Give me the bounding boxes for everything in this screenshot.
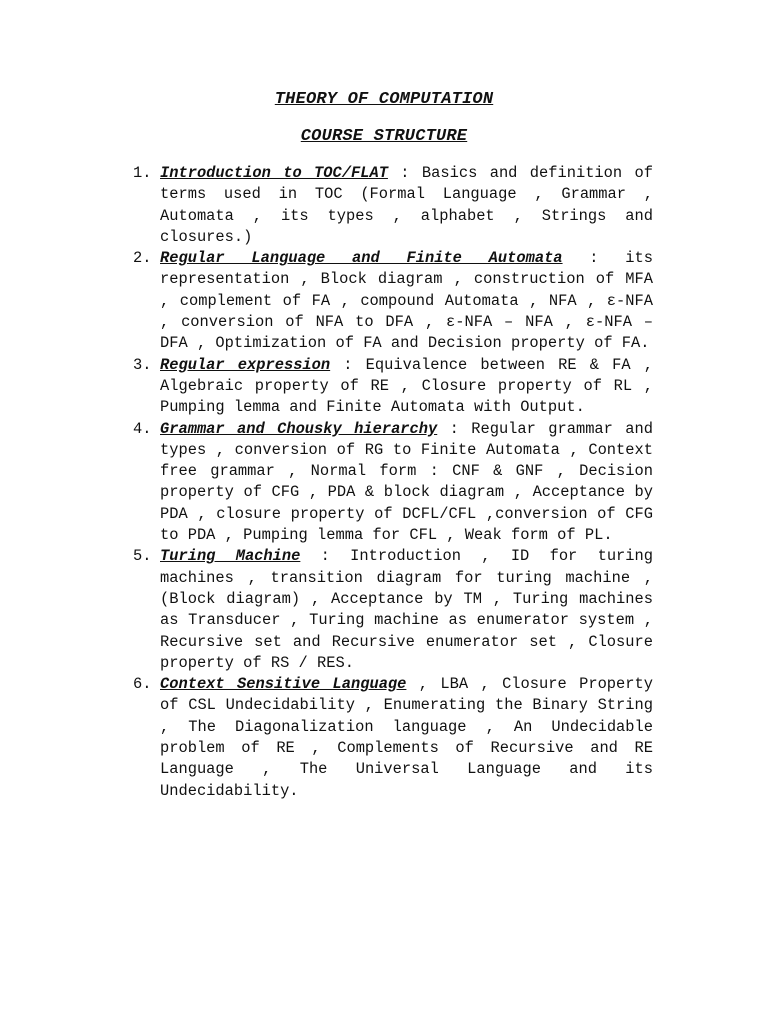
- item-text: : Basics and definition of terms used in TOC (Formal Language , Grammar , Automata , its types , alphabet , Strings and closures.): [160, 164, 653, 246]
- list-item: [133, 419, 653, 547]
- item-number: 6.: [133, 675, 152, 694]
- list-item: [133, 248, 653, 354]
- item-heading: Regular Language and Finite Automata: [160, 249, 563, 268]
- item-number: 1.: [133, 164, 152, 182]
- page-subtitle: COURSE STRUCTURE: [300, 127, 468, 146]
- item-heading: Grammar and Chousky hierarchy: [160, 419, 438, 438]
- course-topic-list: [133, 163, 653, 802]
- item-body: [160, 546, 653, 674]
- item-text: : Regular grammar and types , conversion of RG to Finite Automata , Context free grammar , Normal form : CNF & GNF , Decision property of CFG , PDA & block diagram , Acceptance by PDA , closure property of DCFL/CFL ,conversion of CFG to PDA , Pumping lemma for CFL , Weak form of PL.: [160, 419, 653, 545]
- item-body: [160, 163, 653, 248]
- page-title: THEORY OF COMPUTATION: [274, 90, 494, 109]
- list-item: [133, 355, 653, 419]
- item-number: 3.: [133, 355, 152, 374]
- list-item: [133, 163, 653, 248]
- item-body: [160, 674, 653, 802]
- item-text: : its representation , Block diagram , construction of MFA , complement of FA , compound Automata , NFA , ε-NFA , conversion of NFA to DFA , ε-NFA – NFA , ε-NFA – DFA , Optimization of FA and Decision property of FA.: [160, 249, 653, 353]
- item-text: : Introduction , ID for turing machines , transition diagram for turing machine , (Block diagram) , Acceptance by TM , Turing machines as Transducer , Turing machine as enumerator system , Recursive set and Recursive enumerator set , Closure property of RS / RES.: [160, 547, 653, 672]
- list-item: [133, 674, 653, 802]
- item-heading: Context Sensitive Language: [160, 675, 407, 694]
- item-body: [160, 355, 653, 419]
- item-body: [160, 419, 653, 547]
- item-text: : Equivalence between RE & FA , Algebraic property of RE , Closure property of RL , Pumping lemma and Finite Automata with Output.: [160, 355, 653, 417]
- item-body: [160, 248, 653, 354]
- list-item: [133, 546, 653, 674]
- item-heading: Regular expression: [160, 355, 331, 374]
- item-text: , LBA , Closure Property of CSL Undecidability , Enumerating the Binary String , The Diagonalization language , An Undecidable problem of RE , Complements of Recursive and RE Language , The Universal Language and its Undecidability.: [160, 675, 653, 800]
- item-heading: Turing Machine: [160, 547, 301, 566]
- item-number: 4.: [133, 419, 152, 438]
- item-number: 5.: [133, 547, 152, 566]
- item-heading: Introduction to TOC/FLAT: [160, 164, 388, 182]
- item-number: 2.: [133, 249, 152, 268]
